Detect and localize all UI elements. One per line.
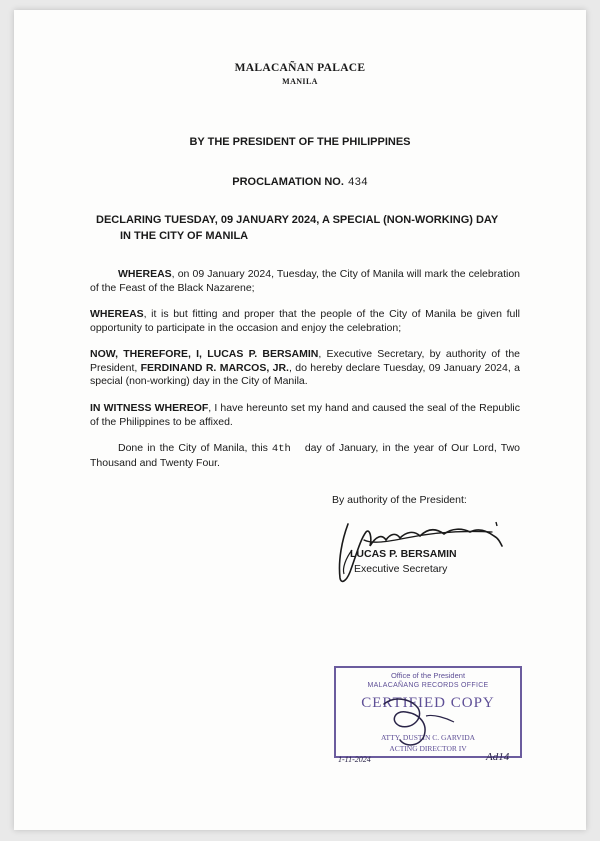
done-day: 4th [271, 443, 291, 455]
whereas-lead-2: WHEREAS [90, 308, 144, 320]
stamp-attorney: ATTY. DUSTIN C. GARVIDA [380, 733, 476, 742]
title-line-1: DECLARING TUESDAY, 09 JANUARY 2024, A SPECIAL (NON-WORKING) DAY [96, 214, 499, 226]
now-therefore-mid: , Executive Secretary, by authority of the President, [90, 348, 520, 374]
stamp-office: Office of the President [390, 671, 466, 680]
now-therefore-paragraph [90, 348, 520, 389]
by-authority-line: By authority of the President: [332, 494, 467, 506]
president-name: FERDINAND R. MARCOS, JR. [140, 361, 289, 374]
stamp-director: ACTING DIRECTOR IV [389, 744, 467, 753]
done-start: Done in the City of Manila, this [118, 442, 268, 454]
by-president-heading: BY THE PRESIDENT OF THE PHILIPPINES [189, 136, 411, 148]
now-therefore-lead: NOW, THEREFORE, I, LUCAS P. BERSAMIN [90, 348, 319, 360]
done-end: day of January, in the year of Our Lord, Two Thousand and Twenty Four. [90, 442, 520, 469]
whereas-paragraph-2 [90, 308, 520, 335]
document-page [14, 10, 586, 830]
whereas-text-2: , it is but fitting and proper that the people of the City of Manila be given full opportunity to participate in the occasion and enjoy the celebration; [90, 308, 520, 334]
witness-paragraph [90, 402, 520, 429]
now-therefore-end: , do hereby declare Tuesday, 09 January 2024, a special (non-working) day in the City of Manila. [90, 361, 520, 387]
palace-heading: MALACAÑAN PALACE [234, 62, 366, 74]
signatory-name: LUCAS P. BERSAMIN [350, 548, 457, 560]
whereas-text-1: , on 09 January 2024, Tuesday, the City of Manila will mark the celebration of the Feast of the Black Nazarene; [90, 268, 520, 294]
proclamation-label: PROCLAMATION NO. [232, 176, 344, 188]
stamp-initials-icon [314, 674, 544, 774]
city-heading: MANILA [282, 77, 318, 86]
title-line-2: IN THE CITY OF MANILA [120, 230, 249, 242]
witness-lead: IN WITNESS WHEREOF [90, 402, 209, 414]
stamp-records: MALACAÑANG RECORDS OFFICE [367, 682, 489, 689]
whereas-lead-1: WHEREAS [118, 268, 172, 280]
witness-text: , I have hereunto set my hand and caused the seal of the Republic of the Philippines to be affixed. [90, 402, 520, 428]
whereas-paragraph-1 [90, 268, 520, 295]
proclamation-number: 434 [347, 177, 368, 189]
proclamation-heading [14, 176, 586, 189]
stamp-initials: Ad14 [486, 751, 510, 763]
done-paragraph [90, 442, 520, 470]
stamp-certified: CERTIFIED COPY [361, 695, 495, 711]
stamp-date-note: 1-11-2024 [338, 755, 371, 764]
signatory-title: Executive Secretary [354, 563, 448, 575]
